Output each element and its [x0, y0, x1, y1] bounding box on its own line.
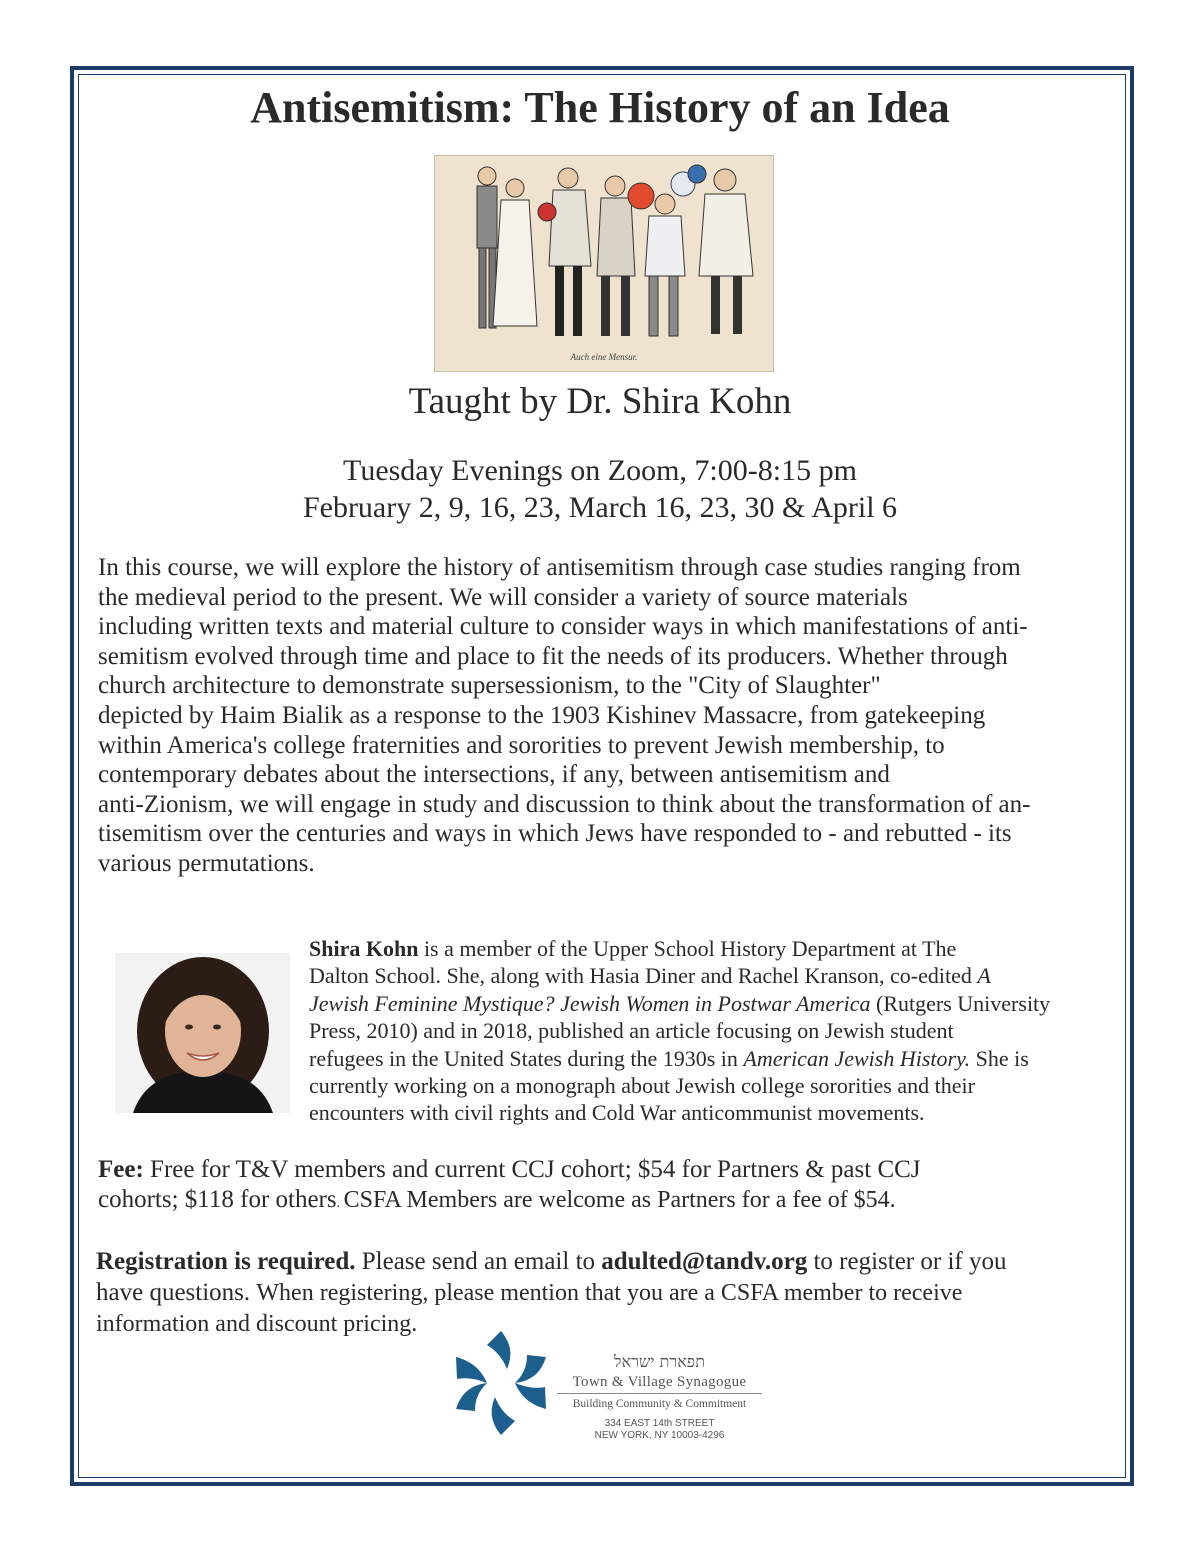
logo-org-name: Town & Village Synagogue [557, 1374, 762, 1394]
bio-text: refugees in the United States during the 1930s in [309, 1045, 744, 1071]
registration-text: have questions. [96, 1279, 257, 1306]
description-line: the medieval period to the present. We will consider a variety of source materials [98, 583, 908, 611]
description-line: semitism evolved through time and place to fit the needs of its producers. Whether through [98, 642, 1008, 670]
description-line: various permutations. [98, 849, 315, 877]
registration-line [96, 1246, 1106, 1277]
bio-journal-title: American Jewish History. [743, 1045, 971, 1071]
fee-text: Free for T&V members and current CCJ cohort; $54 for Partners & past CCJ [143, 1156, 921, 1183]
cartoon-drawing [435, 156, 773, 371]
description-line: church architecture to demonstrate supersessionism, to the "City of Slaughter" [98, 672, 881, 700]
fee-csfa-note: CSFA Members are welcome as Partners for a fee of $54. [343, 1187, 896, 1213]
bio-line [309, 935, 1099, 962]
description-line: depicted by Haim Bialik as a response to the 1903 Kishinev Massacre, from gatekeeping [98, 701, 986, 729]
bio-line [309, 962, 1099, 989]
registration-csfa-note: When registering, please mention that you are a CSFA member to receive [256, 1280, 963, 1306]
description-line: In this course, we will explore the history of antisemitism through case studies ranging from [98, 554, 1021, 581]
synagogue-logo-icon [452, 1328, 550, 1438]
bio-name: Shira Kohn [309, 936, 419, 961]
instructor-line: Taught by Dr. Shira Kohn [408, 381, 792, 422]
fee-line [98, 1155, 1108, 1185]
description-line: including written texts and material culture to consider ways in which manifestations of anti- [98, 613, 1028, 641]
registration-line [96, 1277, 1106, 1309]
registration-email-link[interactable]: adulted@tandv.org [601, 1248, 808, 1275]
bio-line [309, 1045, 1099, 1072]
logo-hebrew-name: תפארת ישראל [614, 1352, 705, 1371]
bio-line: encounters with civil rights and Cold War anticommunist movements. [309, 1100, 925, 1126]
bio-line: currently working on a monograph about Jewish college sororities and their [309, 1073, 975, 1099]
address-street: 334 EAST 14th STREET [604, 1418, 715, 1429]
bio-text: (Rutgers University [870, 990, 1051, 1016]
schedule [0, 452, 1200, 526]
description-line: contemporary debates about the intersections, if any, between antisemitism and [98, 761, 890, 789]
registration-label: Registration is required. [96, 1248, 356, 1275]
bio-book-title: A [977, 963, 991, 989]
bio-line [309, 990, 1099, 1017]
description-line: anti-Zionism, we will engage in study and discussion to think about the transformation of an- [98, 790, 1031, 818]
logo-tagline: Building Community & Commitment [572, 1398, 747, 1410]
synagogue-logo-text [557, 1352, 762, 1442]
bio-line: Press, 2010) and in 2018, published an article focusing on Jewish student [309, 1018, 954, 1044]
logo-address [557, 1418, 762, 1442]
bio-text: is a member of the Upper School History Department at The [418, 936, 957, 961]
page-title: Antisemitism: The History of an Idea [250, 83, 950, 132]
fee-line [98, 1185, 1108, 1219]
description-line: within America's college fraternities and sororities to prevent Jewish membership, to [98, 731, 945, 759]
registration-line: information and discount pricing. [96, 1311, 418, 1337]
bio-book-title: Jewish Feminine Mystique? Jewish Women in Postwar America [309, 990, 871, 1016]
course-description [98, 553, 1108, 879]
fee-label: Fee: [98, 1156, 144, 1183]
registration-section [96, 1246, 1106, 1340]
registration-text: Please send an email to [355, 1248, 602, 1275]
registration-text: to register or if you [807, 1248, 1007, 1275]
schedule-time: Tuesday Evenings on Zoom, 7:00-8:15 pm [343, 454, 857, 487]
instructor-bio [309, 935, 1099, 1127]
cartoon-caption: Auch eine Mensur. [570, 352, 638, 362]
cartoon-illustration [434, 155, 774, 372]
bio-text: Dalton School. She, along with Hasia Diner and Rachel Kranson, co-edited [309, 963, 978, 989]
address-city: NEW YORK, NY 10003-4296 [594, 1430, 725, 1441]
schedule-dates: February 2, 9, 16, 23, March 16, 23, 30 & April 6 [302, 491, 898, 524]
description-line: tisemitism over the centuries and ways in which Jews have responded to - and rebutted - its [98, 820, 1012, 848]
fee-section [98, 1155, 1108, 1219]
instructor-photo [115, 953, 290, 1113]
bio-text: She is [970, 1045, 1029, 1071]
fee-text: cohorts; $118 for others [98, 1186, 337, 1213]
fee-separator: . [336, 1196, 344, 1211]
portrait-drawing [115, 953, 290, 1113]
